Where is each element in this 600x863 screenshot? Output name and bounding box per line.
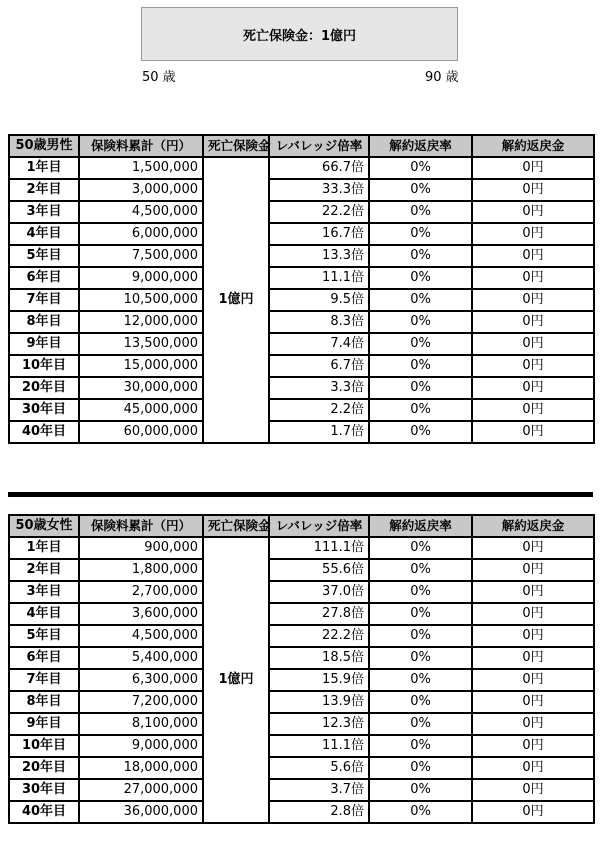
- year-cell: 10年目: [9, 355, 79, 377]
- leverage-cell: 33.3倍: [269, 179, 369, 201]
- leverage-cell: 55.6倍: [269, 559, 369, 581]
- leverage-cell: 12.3倍: [269, 713, 369, 735]
- year-cell: 6年目: [9, 647, 79, 669]
- cumulative-cell: 1,800,000: [79, 559, 203, 581]
- year-cell: 2年目: [9, 559, 79, 581]
- refund-rate-cell: 0%: [369, 399, 472, 421]
- refund-amount-cell: 0円: [472, 311, 594, 333]
- cumulative-cell: 27,000,000: [79, 779, 203, 801]
- refund-amount-cell: 0円: [472, 581, 594, 603]
- table-row: [9, 421, 594, 443]
- table-row: [9, 735, 594, 757]
- table-row: [9, 223, 594, 245]
- refund-amount-cell: 0円: [472, 245, 594, 267]
- table-row: [9, 757, 594, 779]
- leverage-cell: 9.5倍: [269, 289, 369, 311]
- refund-amount-cell: 0円: [472, 603, 594, 625]
- table-row: [9, 245, 594, 267]
- refund-rate-cell: 0%: [369, 669, 472, 691]
- table-row: [9, 201, 594, 223]
- cumulative-cell: 2,700,000: [79, 581, 203, 603]
- leverage-cell: 27.8倍: [269, 603, 369, 625]
- table-header-row: [9, 515, 594, 537]
- year-cell: 3年目: [9, 581, 79, 603]
- refund-amount-cell: 0円: [472, 801, 594, 823]
- table-row: [9, 377, 594, 399]
- header-sex-age: 50歳女性: [9, 515, 79, 537]
- year-cell: 1年目: [9, 157, 79, 179]
- header-refund-rate: 解約返戻率: [369, 515, 472, 537]
- leverage-cell: 13.3倍: [269, 245, 369, 267]
- table-row: [9, 559, 594, 581]
- leverage-cell: 66.7倍: [269, 157, 369, 179]
- year-cell: 30年目: [9, 779, 79, 801]
- header-cumulative: 保険料累計（円）: [79, 135, 203, 157]
- female-premium-table: [8, 514, 595, 824]
- refund-amount-cell: 0円: [472, 713, 594, 735]
- male-premium-table: [8, 134, 595, 444]
- cumulative-cell: 36,000,000: [79, 801, 203, 823]
- death-benefit-cell: 1億円: [203, 157, 269, 443]
- cumulative-cell: 900,000: [79, 537, 203, 559]
- cumulative-cell: 5,400,000: [79, 647, 203, 669]
- refund-rate-cell: 0%: [369, 647, 472, 669]
- header-death-benefit: 死亡保険金: [203, 135, 269, 157]
- leverage-cell: 3.7倍: [269, 779, 369, 801]
- year-cell: 20年目: [9, 377, 79, 399]
- refund-rate-cell: 0%: [369, 625, 472, 647]
- section-divider: [8, 492, 593, 497]
- refund-amount-cell: 0円: [472, 355, 594, 377]
- refund-amount-cell: 0円: [472, 757, 594, 779]
- table-row: [9, 157, 594, 179]
- header-leverage: レバレッジ倍率: [269, 515, 369, 537]
- table-row: [9, 779, 594, 801]
- cumulative-cell: 15,000,000: [79, 355, 203, 377]
- cumulative-cell: 4,500,000: [79, 201, 203, 223]
- leverage-cell: 16.7倍: [269, 223, 369, 245]
- refund-amount-cell: 0円: [472, 537, 594, 559]
- refund-rate-cell: 0%: [369, 757, 472, 779]
- leverage-cell: 3.3倍: [269, 377, 369, 399]
- table-row: [9, 713, 594, 735]
- leverage-cell: 5.6倍: [269, 757, 369, 779]
- year-cell: 8年目: [9, 691, 79, 713]
- cumulative-cell: 60,000,000: [79, 421, 203, 443]
- cumulative-cell: 12,000,000: [79, 311, 203, 333]
- refund-rate-cell: 0%: [369, 537, 472, 559]
- age-start-label: 50 歳: [142, 70, 176, 85]
- year-cell: 20年目: [9, 757, 79, 779]
- year-cell: 10年目: [9, 735, 79, 757]
- refund-amount-cell: 0円: [472, 399, 594, 421]
- leverage-cell: 1.7倍: [269, 421, 369, 443]
- leverage-cell: 8.3倍: [269, 311, 369, 333]
- coverage-bar: [141, 7, 458, 61]
- header-refund-amount: 解約返戻金: [472, 135, 594, 157]
- year-cell: 7年目: [9, 669, 79, 691]
- header-leverage: レバレッジ倍率: [269, 135, 369, 157]
- age-end-label: 90 歳: [425, 70, 459, 85]
- refund-amount-cell: 0円: [472, 179, 594, 201]
- refund-rate-cell: 0%: [369, 735, 472, 757]
- leverage-cell: 13.9倍: [269, 691, 369, 713]
- table-row: [9, 179, 594, 201]
- refund-rate-cell: 0%: [369, 713, 472, 735]
- table-row: [9, 289, 594, 311]
- cumulative-cell: 45,000,000: [79, 399, 203, 421]
- refund-rate-cell: 0%: [369, 223, 472, 245]
- table-row: [9, 399, 594, 421]
- table-row: [9, 603, 594, 625]
- refund-amount-cell: 0円: [472, 691, 594, 713]
- refund-amount-cell: 0円: [472, 157, 594, 179]
- cumulative-cell: 18,000,000: [79, 757, 203, 779]
- year-cell: 5年目: [9, 625, 79, 647]
- year-cell: 9年目: [9, 713, 79, 735]
- refund-rate-cell: 0%: [369, 201, 472, 223]
- table-row: [9, 669, 594, 691]
- refund-rate-cell: 0%: [369, 691, 472, 713]
- refund-amount-cell: 0円: [472, 201, 594, 223]
- table-row: [9, 581, 594, 603]
- refund-rate-cell: 0%: [369, 801, 472, 823]
- refund-rate-cell: 0%: [369, 289, 472, 311]
- header-refund-rate: 解約返戻率: [369, 135, 472, 157]
- leverage-cell: 15.9倍: [269, 669, 369, 691]
- cumulative-cell: 10,500,000: [79, 289, 203, 311]
- table-row: [9, 333, 594, 355]
- leverage-cell: 18.5倍: [269, 647, 369, 669]
- cumulative-cell: 8,100,000: [79, 713, 203, 735]
- leverage-cell: 37.0倍: [269, 581, 369, 603]
- year-cell: 6年目: [9, 267, 79, 289]
- cumulative-cell: 6,000,000: [79, 223, 203, 245]
- refund-amount-cell: 0円: [472, 377, 594, 399]
- year-cell: 40年目: [9, 421, 79, 443]
- table-row: [9, 537, 594, 559]
- leverage-cell: 6.7倍: [269, 355, 369, 377]
- cumulative-cell: 13,500,000: [79, 333, 203, 355]
- leverage-cell: 11.1倍: [269, 267, 369, 289]
- refund-amount-cell: 0円: [472, 289, 594, 311]
- cumulative-cell: 7,200,000: [79, 691, 203, 713]
- cumulative-cell: 1,500,000: [79, 157, 203, 179]
- leverage-cell: 22.2倍: [269, 201, 369, 223]
- cumulative-cell: 9,000,000: [79, 267, 203, 289]
- year-cell: 8年目: [9, 311, 79, 333]
- refund-rate-cell: 0%: [369, 421, 472, 443]
- table-row: [9, 625, 594, 647]
- refund-rate-cell: 0%: [369, 779, 472, 801]
- year-cell: 30年目: [9, 399, 79, 421]
- leverage-cell: 2.8倍: [269, 801, 369, 823]
- refund-rate-cell: 0%: [369, 157, 472, 179]
- table-row: [9, 691, 594, 713]
- leverage-cell: 7.4倍: [269, 333, 369, 355]
- refund-amount-cell: 0円: [472, 647, 594, 669]
- refund-rate-cell: 0%: [369, 559, 472, 581]
- year-cell: 4年目: [9, 223, 79, 245]
- year-cell: 1年目: [9, 537, 79, 559]
- table-row: [9, 355, 594, 377]
- refund-rate-cell: 0%: [369, 179, 472, 201]
- cumulative-cell: 30,000,000: [79, 377, 203, 399]
- refund-amount-cell: 0円: [472, 779, 594, 801]
- table-header-row: [9, 135, 594, 157]
- table-row: [9, 267, 594, 289]
- refund-rate-cell: 0%: [369, 603, 472, 625]
- year-cell: 7年目: [9, 289, 79, 311]
- refund-amount-cell: 0円: [472, 669, 594, 691]
- coverage-label: 死亡保険金：1億円: [242, 28, 357, 44]
- header-refund-amount: 解約返戻金: [472, 515, 594, 537]
- header-cumulative: 保険料累計（円）: [79, 515, 203, 537]
- table-row: [9, 801, 594, 823]
- refund-rate-cell: 0%: [369, 581, 472, 603]
- cumulative-cell: 7,500,000: [79, 245, 203, 267]
- header-sex-age: 50歳男性: [9, 135, 79, 157]
- year-cell: 9年目: [9, 333, 79, 355]
- table-row: [9, 647, 594, 669]
- refund-rate-cell: 0%: [369, 311, 472, 333]
- leverage-cell: 22.2倍: [269, 625, 369, 647]
- refund-rate-cell: 0%: [369, 333, 472, 355]
- refund-rate-cell: 0%: [369, 245, 472, 267]
- year-cell: 5年目: [9, 245, 79, 267]
- refund-amount-cell: 0円: [472, 333, 594, 355]
- year-cell: 2年目: [9, 179, 79, 201]
- header-death-benefit: 死亡保険金: [203, 515, 269, 537]
- leverage-cell: 11.1倍: [269, 735, 369, 757]
- refund-amount-cell: 0円: [472, 625, 594, 647]
- refund-rate-cell: 0%: [369, 267, 472, 289]
- refund-rate-cell: 0%: [369, 355, 472, 377]
- leverage-cell: 2.2倍: [269, 399, 369, 421]
- refund-amount-cell: 0円: [472, 223, 594, 245]
- year-cell: 4年目: [9, 603, 79, 625]
- cumulative-cell: 6,300,000: [79, 669, 203, 691]
- table-row: [9, 311, 594, 333]
- refund-rate-cell: 0%: [369, 377, 472, 399]
- year-cell: 3年目: [9, 201, 79, 223]
- cumulative-cell: 9,000,000: [79, 735, 203, 757]
- leverage-cell: 111.1倍: [269, 537, 369, 559]
- refund-amount-cell: 0円: [472, 267, 594, 289]
- refund-amount-cell: 0円: [472, 559, 594, 581]
- death-benefit-cell: 1億円: [203, 537, 269, 823]
- cumulative-cell: 3,600,000: [79, 603, 203, 625]
- refund-amount-cell: 0円: [472, 421, 594, 443]
- cumulative-cell: 3,000,000: [79, 179, 203, 201]
- year-cell: 40年目: [9, 801, 79, 823]
- refund-amount-cell: 0円: [472, 735, 594, 757]
- cumulative-cell: 4,500,000: [79, 625, 203, 647]
